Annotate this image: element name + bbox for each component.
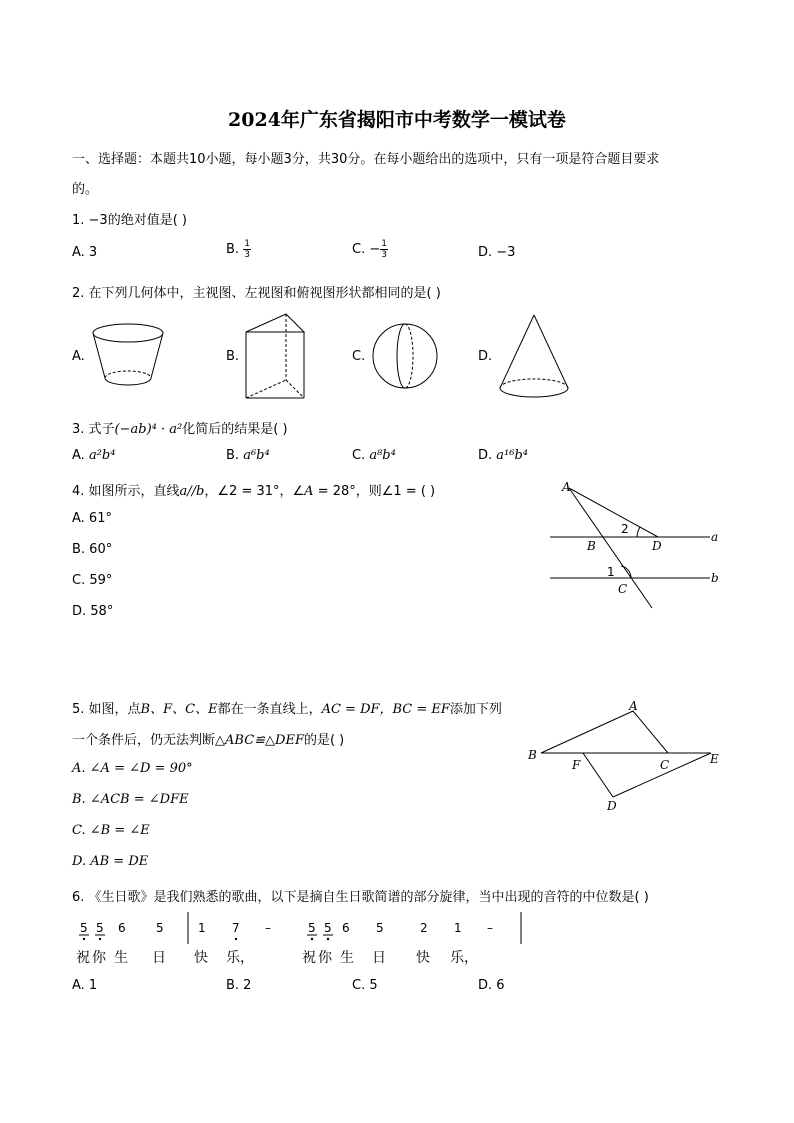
section-header: 一、选择题：本题共10小题，每小题3分，共30分。在每小题给出的选项中，只有一项是符合题目要求 xyxy=(72,152,660,167)
q5-option-c: C. ∠B = ∠E xyxy=(72,823,150,838)
q5-equations: AC = DF，BC = EF xyxy=(321,702,450,717)
lyric-word: 你 xyxy=(92,950,106,966)
option-expression: a⁶b⁴ xyxy=(243,448,270,463)
label-C: C xyxy=(660,758,670,772)
frustum-figure xyxy=(92,322,164,388)
music-note: 5 xyxy=(80,921,88,935)
q2-option-d: D. xyxy=(478,349,493,364)
q4-option-c: C. 59° xyxy=(72,573,113,588)
angle-2-label: 2 xyxy=(621,522,629,536)
option-prefix: A. xyxy=(72,448,89,463)
q1-option-c-prefix: C. − xyxy=(352,242,381,257)
label-C: C xyxy=(618,582,628,596)
label-A: A xyxy=(629,699,638,713)
option-expression: a⁸b⁴ xyxy=(369,448,396,463)
q5-stem-line2 xyxy=(72,729,344,748)
section-header-cont: 的。 xyxy=(72,182,99,197)
music-note: 5 xyxy=(324,921,332,935)
q3-option-b xyxy=(226,448,270,463)
segment-ad xyxy=(569,488,658,537)
angle-1-label: 1 xyxy=(607,565,615,579)
fraction-numerator: 1 xyxy=(381,239,387,249)
q6-option-b: B. 2 xyxy=(226,978,252,993)
label-D: D xyxy=(652,539,662,553)
fraction-denominator: 3 xyxy=(244,250,250,260)
q4-stem xyxy=(72,480,435,499)
label-A: A xyxy=(562,480,571,494)
q4-stem-prefix: 4. 如图所示，直线 xyxy=(72,484,180,499)
q6-option-d: D. 6 xyxy=(478,978,505,993)
q5-stem-line1 xyxy=(72,698,502,717)
sphere-figure xyxy=(372,323,438,389)
fraction-denominator: 3 xyxy=(381,250,387,260)
triangle-abc xyxy=(541,711,668,753)
fraction-numerator: 1 xyxy=(244,239,250,249)
q4-option-a: A. 61° xyxy=(72,511,112,526)
q5-prefix2: 一个条件后，仍无法判断 xyxy=(72,733,216,748)
lyric-word: 日 xyxy=(372,950,386,966)
lyric-word: 生 xyxy=(340,950,354,966)
q3-option-c xyxy=(352,448,396,463)
parallel-lines-figure xyxy=(545,478,725,613)
option-prefix: B. xyxy=(226,448,244,463)
label-a: a xyxy=(711,530,719,544)
label-B: B xyxy=(587,539,596,553)
music-note: – xyxy=(265,921,271,935)
q4-stem-mid2: = 28°，则∠1 = ( ) xyxy=(313,484,436,499)
triangles-figure xyxy=(525,696,725,814)
lyric-group xyxy=(76,949,478,966)
q4-stem-mid1: ，∠2 = 31°，∠ xyxy=(204,484,305,499)
triangle-def xyxy=(583,753,711,797)
music-notation xyxy=(70,910,540,972)
q4-stem-expr2: A xyxy=(304,484,314,499)
q2-option-c: C. xyxy=(352,349,366,364)
q2-option-b: B. xyxy=(226,349,240,364)
q6-stem: 6. 《生日歌》是我们熟悉的歌曲，以下是摘自生日歌简谱的部分旋律，当中出现的音符的中位数是( ) xyxy=(72,890,649,905)
lyric-word: 你 xyxy=(318,950,332,966)
label-B: B xyxy=(528,748,537,762)
q2-option-a: A. xyxy=(72,349,85,364)
note-low-dot xyxy=(99,938,101,940)
music-note: – xyxy=(487,921,493,935)
music-note: 5 xyxy=(96,921,104,935)
q6-option-c: C. 5 xyxy=(352,978,378,993)
music-note: 1 xyxy=(454,921,462,935)
music-note: 5 xyxy=(376,921,384,935)
q5-suffix2: 的是( ) xyxy=(303,733,345,748)
q5-mid: 都在一条直线上， xyxy=(217,702,322,717)
music-note: 5 xyxy=(308,921,316,935)
lyric-word: 快 xyxy=(194,950,208,966)
prism-figure xyxy=(246,312,306,402)
q5-points: B、F、C、E xyxy=(140,702,218,717)
q1-option-b xyxy=(226,239,251,260)
note-group xyxy=(79,921,493,940)
lyric-word: 祝 xyxy=(302,950,316,966)
music-note: 1 xyxy=(198,921,206,935)
note-low-dot xyxy=(311,938,313,940)
q5-suffix: 添加下列 xyxy=(449,702,502,717)
lyric-word: 乐， xyxy=(226,950,254,966)
q5-option-b: B. ∠ACB = ∠DFE xyxy=(72,792,189,807)
music-note: 6 xyxy=(118,921,126,935)
option-prefix: C. xyxy=(352,448,370,463)
q3-stem xyxy=(72,418,288,437)
music-note: 5 xyxy=(156,921,164,935)
page-title: 2024年广东省揭阳市中考数学一模试卷 xyxy=(228,109,566,131)
q4-stem-expr1: a//b xyxy=(179,484,205,499)
q4-option-d: D. 58° xyxy=(72,604,114,619)
lyric-word: 生 xyxy=(114,950,128,966)
label-E: E xyxy=(710,752,719,766)
label-b: b xyxy=(711,571,719,585)
q1-option-b-fraction xyxy=(243,239,251,260)
q5-option-d: D. AB = DE xyxy=(72,854,149,869)
q6-option-a: A. 1 xyxy=(72,978,98,993)
lyric-word: 快 xyxy=(416,950,430,966)
label-D: D xyxy=(607,799,617,813)
option-prefix: D. xyxy=(478,448,497,463)
music-note: 6 xyxy=(342,921,350,935)
q4-option-b: B. 60° xyxy=(72,542,113,557)
q1-option-a: A. 3 xyxy=(72,245,98,260)
q5-prefix: 5. 如图，点 xyxy=(72,702,141,717)
q5-option-a: A. ∠A = ∠D = 90° xyxy=(72,761,193,776)
q3-option-d xyxy=(478,448,528,463)
note-low-dot xyxy=(83,938,85,940)
option-expression: a¹⁶b⁴ xyxy=(496,448,528,463)
q5-congruence: △ABC≌△DEF xyxy=(215,733,304,748)
note-low-dot xyxy=(327,938,329,940)
q1-option-b-prefix: B. xyxy=(226,242,244,257)
music-note: 7 xyxy=(232,921,240,935)
q3-stem-expression: (−ab)⁴ · a² xyxy=(114,422,183,437)
q1-option-d: D. −3 xyxy=(478,245,516,260)
lyric-word: 乐， xyxy=(450,950,478,966)
q1-option-c xyxy=(352,239,388,260)
cone-figure xyxy=(498,314,570,402)
label-F: F xyxy=(572,758,581,772)
lyric-word: 祝 xyxy=(76,950,90,966)
q1-option-c-fraction xyxy=(380,239,388,260)
q3-option-a xyxy=(72,448,115,463)
q1-stem: 1. −3的绝对值是( ) xyxy=(72,213,187,228)
q3-stem-suffix: 化简后的结果是( ) xyxy=(182,422,288,437)
lyric-word: 日 xyxy=(152,950,166,966)
transversal-line xyxy=(569,488,652,608)
option-expression: a²b⁴ xyxy=(88,448,116,463)
music-note: 2 xyxy=(420,921,428,935)
note-low-dot xyxy=(235,938,237,940)
q3-stem-prefix: 3. 式子 xyxy=(72,422,115,437)
q2-stem: 2. 在下列几何体中，主视图、左视图和俯视图形状都相同的是( ) xyxy=(72,286,441,301)
